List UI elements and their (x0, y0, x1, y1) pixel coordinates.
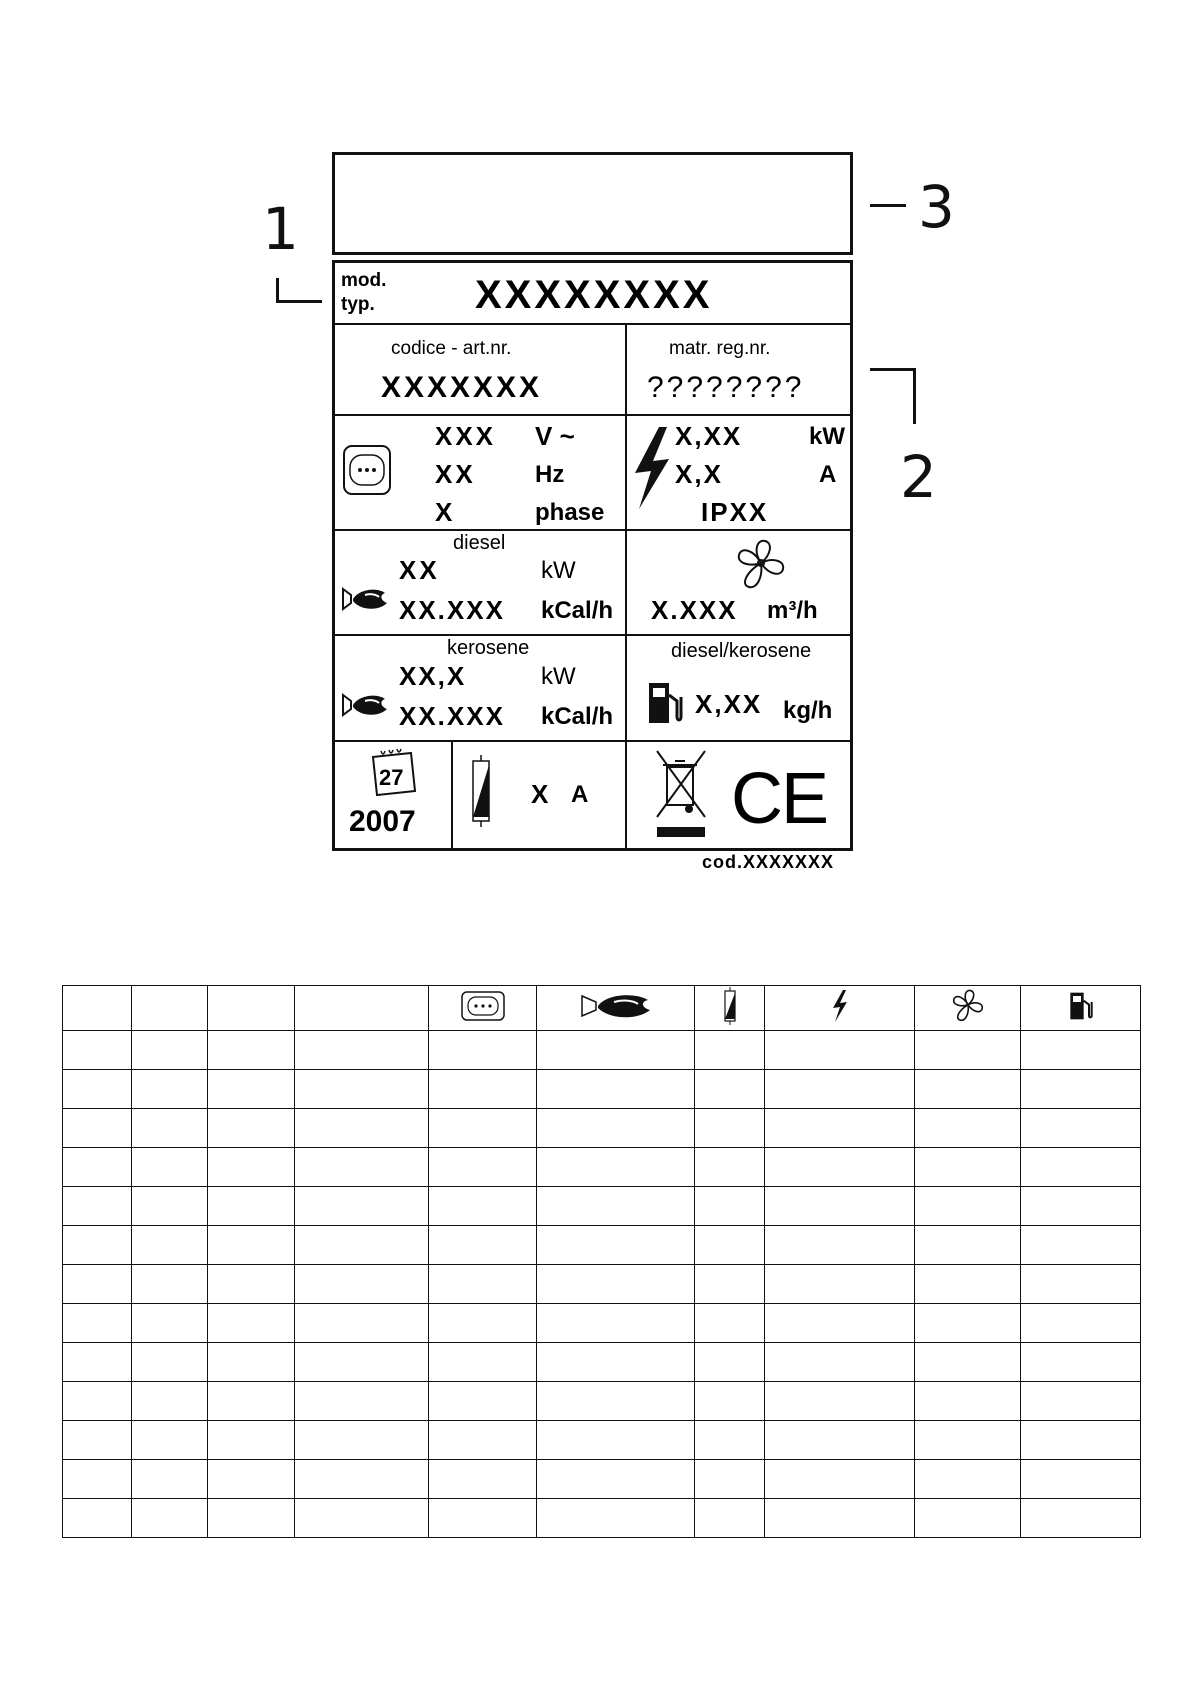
table-row (63, 1460, 1141, 1499)
table-cell (208, 1109, 295, 1148)
table-cell (537, 1187, 695, 1226)
diesel-kw-value: XX (399, 555, 440, 585)
weee-bin-icon (653, 747, 709, 841)
table-cell (695, 1460, 765, 1499)
table-cell (537, 1304, 695, 1343)
table-cell (765, 1109, 915, 1148)
table-row (63, 1265, 1141, 1304)
table-cell (429, 1226, 537, 1265)
airflow-value: X.XXX (651, 595, 738, 625)
leader-2-vertical (913, 368, 916, 424)
table-cell (208, 1382, 295, 1421)
table-cell (63, 1148, 132, 1187)
callout-3: 3 (918, 173, 955, 241)
fuel-value: X,XX (695, 689, 763, 719)
table-cell (765, 1265, 915, 1304)
table-cell (295, 1382, 429, 1421)
table-cell (429, 1460, 537, 1499)
table-cell (537, 1499, 695, 1538)
callout-1: 1 (262, 195, 299, 263)
table-cell (132, 1265, 208, 1304)
header-cell-socket (429, 986, 537, 1031)
table-cell (429, 1499, 537, 1538)
table-cell (695, 1421, 765, 1460)
table-cell (915, 1499, 1021, 1538)
table-cell (429, 1070, 537, 1109)
table-cell (695, 1031, 765, 1070)
table-cell (537, 1109, 695, 1148)
table-row (63, 1499, 1141, 1538)
table-cell (1021, 1187, 1141, 1226)
table-cell (1021, 1421, 1141, 1460)
table-cell (295, 1187, 429, 1226)
table-cell (1021, 1499, 1141, 1538)
table-row (63, 1304, 1141, 1343)
table-cell (765, 1148, 915, 1187)
table-cell (295, 1109, 429, 1148)
table-cell (208, 1031, 295, 1070)
header-cell-lightning (765, 986, 915, 1031)
table-row (63, 1109, 1141, 1148)
table-cell (915, 1070, 1021, 1109)
table-header-row (63, 986, 1141, 1031)
table-cell (1021, 1031, 1141, 1070)
power-unit: kW (809, 423, 845, 450)
phase-value: X (435, 497, 453, 527)
rating-plate (332, 260, 853, 851)
table-cell (132, 1304, 208, 1343)
table-cell (295, 1304, 429, 1343)
table-cell (765, 1187, 915, 1226)
table-cell (295, 1499, 429, 1538)
table-cell (63, 1265, 132, 1304)
footer-code: cod.XXXXXXX (702, 852, 835, 872)
table-cell (208, 1343, 295, 1382)
serial-label: matr. reg.nr. (669, 338, 771, 359)
fuel-pump-icon (645, 679, 685, 727)
table-cell (765, 1460, 915, 1499)
table-row (63, 1382, 1141, 1421)
kerosene-kcal-unit: kCal/h (541, 703, 614, 730)
table-cell (1021, 1460, 1141, 1499)
table-cell (695, 1187, 765, 1226)
header-cell-fuse (695, 986, 765, 1031)
table-row (63, 1187, 1141, 1226)
table-cell (429, 1031, 537, 1070)
table-cell (1021, 1109, 1141, 1148)
table-cell (63, 1187, 132, 1226)
table-cell (132, 1382, 208, 1421)
table-cell (915, 1226, 1021, 1265)
table-cell (429, 1148, 537, 1187)
lightning-icon (831, 989, 849, 1023)
table-cell (63, 1109, 132, 1148)
header-cell-burner (537, 986, 695, 1031)
current-value: X,X (675, 459, 723, 489)
table-cell (765, 1070, 915, 1109)
airflow-unit: m³/h (767, 597, 818, 624)
voltage-value: XXX (435, 421, 497, 451)
table-cell (295, 1265, 429, 1304)
table-cell (695, 1265, 765, 1304)
frequency-value: XX (435, 459, 476, 489)
table-cell (63, 1499, 132, 1538)
header-cell-fan (915, 986, 1021, 1031)
table-cell (537, 1382, 695, 1421)
fuel-label: diesel/kerosene (671, 640, 812, 662)
table-cell (765, 1499, 915, 1538)
table-cell (537, 1343, 695, 1382)
table-cell (1021, 1382, 1141, 1421)
table-cell (915, 1460, 1021, 1499)
table-cell (765, 1304, 915, 1343)
table-cell (765, 1226, 915, 1265)
table-cell (1021, 1265, 1141, 1304)
table-cell (132, 1187, 208, 1226)
table-cell (132, 1226, 208, 1265)
table-cell (537, 1460, 695, 1499)
fuse-icon (469, 755, 493, 827)
table-cell (132, 1109, 208, 1148)
fuse-unit: A (571, 781, 589, 808)
fuse-value: X (531, 779, 549, 809)
table-cell (295, 1148, 429, 1187)
table-row (63, 1226, 1141, 1265)
burner-icon-kerosene (341, 687, 389, 721)
model-value: XXXXXXXX (475, 273, 713, 317)
table-cell (765, 1031, 915, 1070)
leader-3 (870, 204, 906, 207)
table-cell (915, 1148, 1021, 1187)
table-cell (132, 1148, 208, 1187)
table-cell (537, 1148, 695, 1187)
table-cell (537, 1226, 695, 1265)
table-cell (429, 1304, 537, 1343)
diesel-label: diesel (453, 532, 506, 554)
table-cell (915, 1382, 1021, 1421)
table-cell (208, 1499, 295, 1538)
table-cell (208, 1304, 295, 1343)
socket-icon (460, 990, 506, 1022)
table-row (63, 1148, 1141, 1187)
table-cell (915, 1031, 1021, 1070)
table-cell (915, 1304, 1021, 1343)
leader-2-horizontal (870, 368, 916, 371)
table-cell (429, 1421, 537, 1460)
frequency-unit: Hz (535, 461, 565, 488)
table-body (63, 1031, 1141, 1538)
power-value: X,XX (675, 421, 743, 451)
table-cell (208, 1070, 295, 1109)
fuel-unit: kg/h (783, 697, 833, 724)
table-cell (63, 1382, 132, 1421)
kerosene-kw-value: XX,X (399, 661, 467, 691)
table-cell (537, 1265, 695, 1304)
data-table (62, 985, 1141, 1538)
table-cell (208, 1148, 295, 1187)
voltage-unit: V ~ (535, 421, 575, 451)
table-cell (695, 1148, 765, 1187)
diesel-kcal-unit: kCal/h (541, 597, 614, 624)
table-cell (915, 1187, 1021, 1226)
header-cell (132, 986, 208, 1031)
ce-mark: CE (731, 759, 828, 839)
table-cell (132, 1031, 208, 1070)
leader-1-horizontal (276, 300, 322, 303)
table-cell (208, 1226, 295, 1265)
calendar-day: 27 (379, 765, 404, 790)
table-cell (63, 1460, 132, 1499)
kerosene-kw-unit: kW (541, 663, 576, 690)
table-cell (1021, 1070, 1141, 1109)
table-cell (1021, 1226, 1141, 1265)
model-label-typ: typ. (341, 294, 375, 315)
table-cell (63, 1031, 132, 1070)
table-row (63, 1070, 1141, 1109)
lightning-icon (631, 425, 673, 511)
blank-label-box (332, 152, 853, 255)
table-cell (695, 1382, 765, 1421)
table-cell (63, 1421, 132, 1460)
model-label-mod: mod. (341, 270, 387, 291)
table-cell (208, 1187, 295, 1226)
table-cell (429, 1343, 537, 1382)
table-cell (132, 1499, 208, 1538)
table-cell (132, 1460, 208, 1499)
fan-icon (945, 988, 991, 1024)
ip-rating: IPXX (701, 497, 769, 527)
table-cell (295, 1460, 429, 1499)
phase-unit: phase (535, 499, 605, 526)
code-label: codice - art.nr. (391, 338, 512, 359)
table-cell (295, 1343, 429, 1382)
callout-2: 2 (900, 443, 937, 511)
table-cell (429, 1265, 537, 1304)
table-cell (295, 1070, 429, 1109)
table-cell (537, 1070, 695, 1109)
burner-icon (580, 990, 652, 1022)
table-cell (63, 1226, 132, 1265)
table-cell (208, 1265, 295, 1304)
diesel-kcal-value: XX.XXX (399, 595, 505, 625)
table-row (63, 1421, 1141, 1460)
fuel-pump-icon (1066, 990, 1096, 1022)
year-value: 2007 (349, 805, 416, 838)
header-cell (295, 986, 429, 1031)
fan-icon (731, 537, 791, 593)
serial-value: ???????? (647, 371, 805, 404)
fuse-icon (723, 987, 737, 1025)
table-cell (429, 1187, 537, 1226)
header-cell (63, 986, 132, 1031)
socket-icon (341, 443, 393, 497)
table-cell (695, 1109, 765, 1148)
table-cell (695, 1070, 765, 1109)
table-cell (915, 1265, 1021, 1304)
table-row (63, 1343, 1141, 1382)
table-cell (63, 1343, 132, 1382)
table-cell (765, 1382, 915, 1421)
table-cell (1021, 1343, 1141, 1382)
table-cell (295, 1421, 429, 1460)
table-cell (429, 1382, 537, 1421)
table-cell (208, 1421, 295, 1460)
table-cell (695, 1499, 765, 1538)
current-unit: A (819, 461, 837, 488)
header-cell (208, 986, 295, 1031)
table-cell (537, 1031, 695, 1070)
table-cell (295, 1031, 429, 1070)
table-row (63, 1031, 1141, 1070)
table-cell (132, 1421, 208, 1460)
table-cell (132, 1343, 208, 1382)
table-cell (1021, 1304, 1141, 1343)
table-cell (1021, 1148, 1141, 1187)
table-cell (132, 1070, 208, 1109)
table-cell (915, 1109, 1021, 1148)
table-cell (429, 1109, 537, 1148)
header-cell-fuel (1021, 986, 1141, 1031)
table-cell (695, 1304, 765, 1343)
table-cell (765, 1343, 915, 1382)
table-cell (63, 1070, 132, 1109)
code-value: XXXXXXX (381, 371, 543, 404)
table-cell (295, 1226, 429, 1265)
kerosene-kcal-value: XX.XXX (399, 701, 505, 731)
table-cell (695, 1343, 765, 1382)
diesel-kw-unit: kW (541, 557, 576, 584)
table-cell (915, 1421, 1021, 1460)
table-cell (208, 1460, 295, 1499)
table-cell (765, 1421, 915, 1460)
table-cell (695, 1226, 765, 1265)
table-cell (63, 1304, 132, 1343)
kerosene-label: kerosene (447, 637, 530, 659)
table-cell (537, 1421, 695, 1460)
burner-icon (341, 581, 389, 615)
table-cell (915, 1343, 1021, 1382)
